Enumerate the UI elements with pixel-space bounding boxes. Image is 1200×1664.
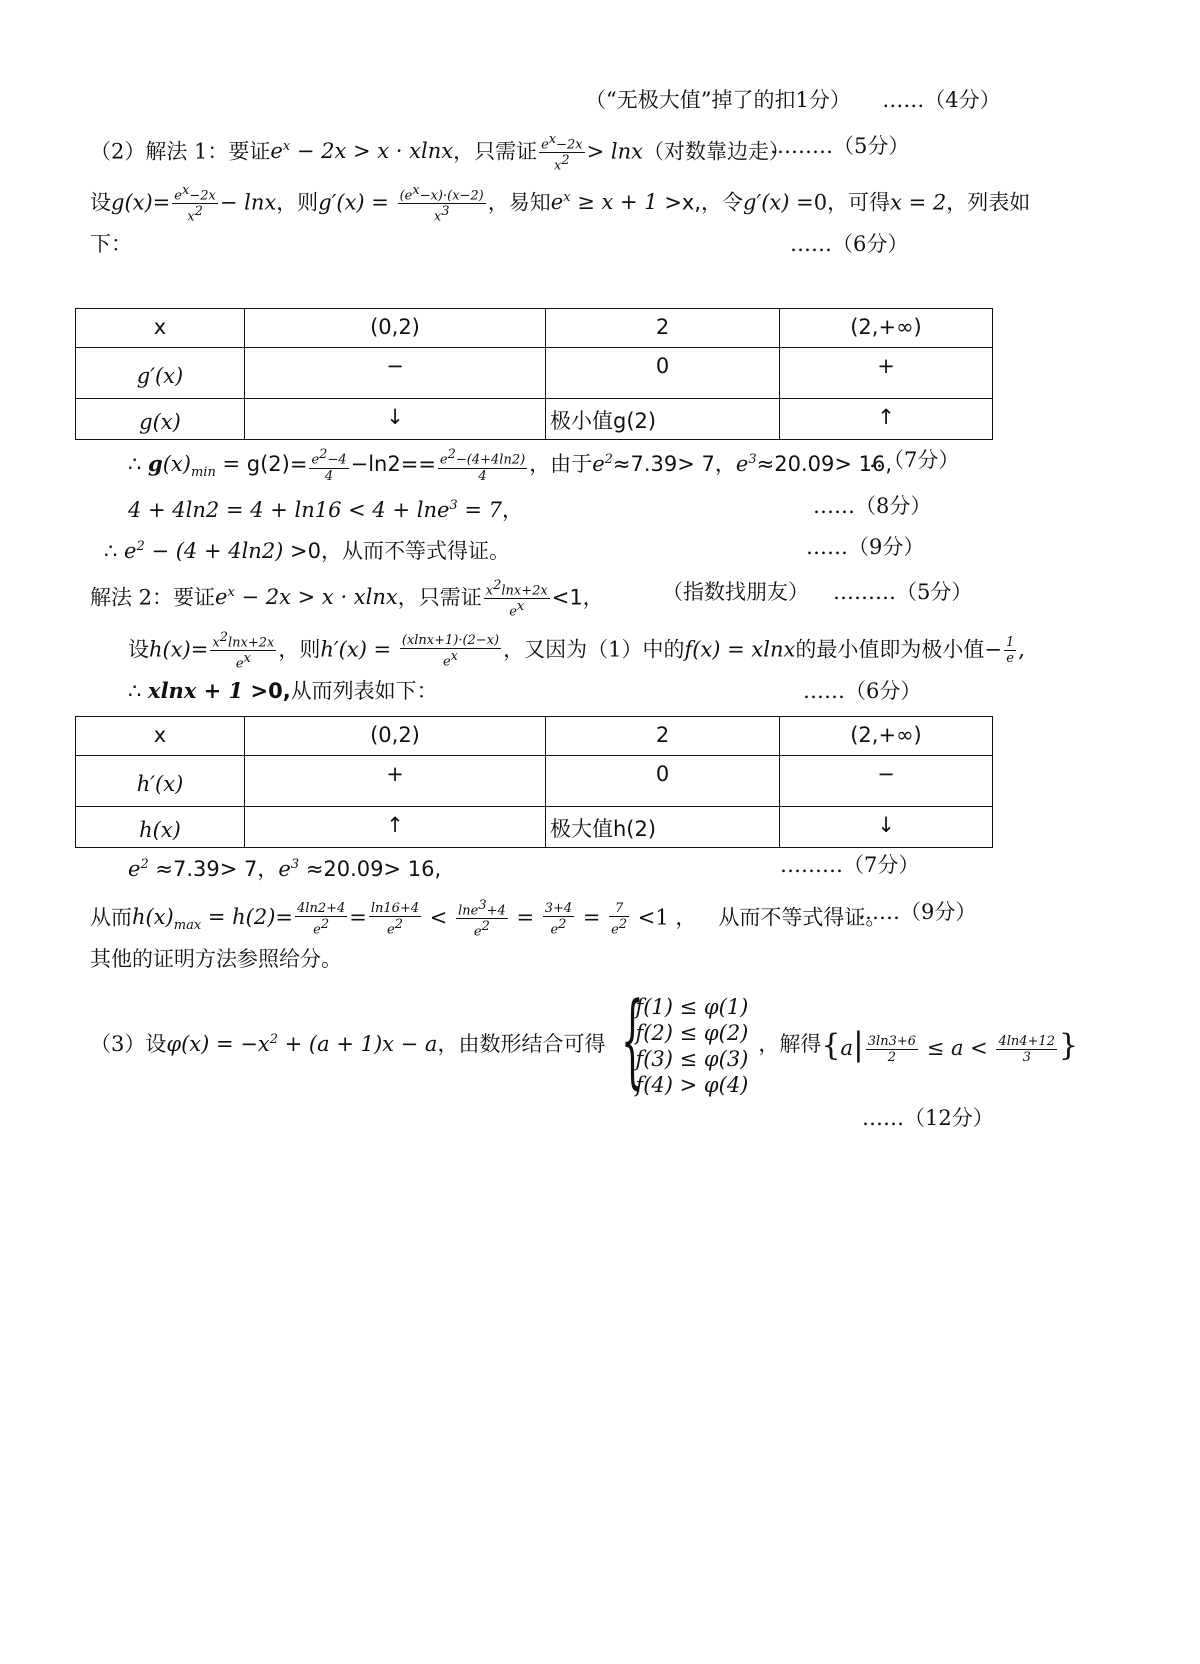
- table-cell: ↓: [245, 399, 546, 440]
- other-methods-note: 其他的证明方法参照给分。: [90, 947, 342, 971]
- score-label: ……（6分）: [803, 679, 922, 703]
- table-cell: +: [245, 756, 546, 807]
- xlnx-positive: ∴ xlnx + 1 >0,从而列表如下：: [128, 678, 438, 703]
- define-h: 设h(x)= $\frac{x^2\ln x+2x}{e^x}$ ，则h′(x) = $\frac{(xlnx+1)\cdot(2-x)}{e^x}$ ，又因为（1）中的f(x) = xlnx的最小值即为极小值− $\frac{1}{e}$ ,: [128, 630, 1025, 672]
- table-header-cell: x: [76, 717, 245, 756]
- table-cell: +: [780, 348, 993, 399]
- table-cell: 极小值g(2): [546, 399, 780, 440]
- table-header-cell: (2,+∞): [780, 309, 993, 348]
- table-cell: ↑: [780, 399, 993, 440]
- deduction-note: （“无极大值”掉了的扣1分）: [585, 88, 851, 112]
- row-label-g-prime: g′(x): [76, 348, 245, 399]
- row-label-h: h(x): [76, 807, 245, 848]
- table-cell: 0: [546, 348, 780, 399]
- method1-intro: （2）解法 1：要证$e^x - 2x > x \cdot xlnx$，只需证 $\frac{e^x-2x}{x^2}$ > lnx（对数靠边走）: [90, 132, 790, 174]
- inequality-system: { f(1) ≤ φ(1) f(2) ≤ φ(2) f(3) ≤ φ(3) f(4) > φ(4): [621, 980, 749, 1100]
- g-min-line: ∴ $g(x)_{min} = g(2)=$ $\frac{e^2-4}{4}$ −ln2== $\frac{e^2-(4+4\ln 2)}{4}$ ，由于$e^2\approx 7.39> 7$，$e^3\approx 20.09> 16$,: [128, 447, 893, 484]
- score-label: ……（9分）: [806, 535, 925, 559]
- row-label-h-prime: h′(x): [76, 756, 245, 807]
- table-header-cell: x: [76, 309, 245, 348]
- table-cell: ↑: [245, 807, 546, 848]
- ln-inequality: 4 + 4ln2 = 4 + ln16 < 4 + lne$^3$ = 7，: [128, 498, 524, 522]
- table-cell: −: [780, 756, 993, 807]
- table-header-cell: (2,+∞): [780, 717, 993, 756]
- table-cell: −: [245, 348, 546, 399]
- score-label: ……（6分）: [790, 232, 909, 256]
- table-header-cell: 2: [546, 309, 780, 348]
- sign-table-g: [75, 308, 993, 440]
- method-hint: （指数找朋友）: [662, 580, 809, 604]
- score-label: …（7分）: [862, 448, 960, 472]
- score-label: ………（5分）: [833, 580, 973, 604]
- score-label: ……（9分）: [858, 900, 977, 924]
- score-label: ……（4分）: [882, 88, 1001, 112]
- line-continuation: 下：: [90, 232, 132, 256]
- table-header-cell: 2: [546, 717, 780, 756]
- table-cell: 0: [546, 756, 780, 807]
- table-header-cell: (0,2): [245, 717, 546, 756]
- h-max-line: 从而$h(x)_{max} = h(2)=$ $\frac{4\ln 2+4}{e^2}$ = $\frac{\ln 16+4}{e^2}$ < $\frac{\ln e^3+4}{e^2}$ = $\frac{3+4}{e^2}$ = $\frac{7}{e^2}$ <1 ， 从而不等式得证。: [90, 898, 887, 940]
- score-label: ………（5分）: [770, 134, 910, 158]
- table-cell: 极大值h(2): [546, 807, 780, 848]
- score-label: ……（8分）: [813, 494, 932, 518]
- score-label: ……（12分）: [862, 1106, 994, 1130]
- method2-intro: 解法 2：要证$e^x - 2x > x \cdot xlnx$，只需证 $\frac{x^2\ln x+2x}{e^x}$ <1，: [90, 578, 604, 620]
- e-values: $e^2 \approx 7.39> 7$，$e^3 \approx 20.09> 16$,: [128, 857, 442, 881]
- table-cell: ↓: [780, 807, 993, 848]
- table-header-cell: (0,2): [245, 309, 546, 348]
- conclusion-1: ∴ $e^2 - (4 + 4\ln 2) >0$，从而不等式得证。: [104, 539, 511, 563]
- sign-table-h: [75, 716, 993, 848]
- part3-line: （3）设$\varphi(x) = -x^2 + (a + 1)x - a$，由数形结合可得 { f(1) ≤ φ(1) f(2) ≤ φ(2) f(3) ≤ φ(3) f(4) > φ(4) ，解得{a| $\frac{3\ln 3+6}{2}$ ≤ a < $\frac{4\ln 4+12}{3}$ }: [90, 985, 1078, 1095]
- score-label: ………（7分）: [780, 853, 920, 877]
- row-label-g: g(x): [76, 399, 245, 440]
- solution-set: {a| $\frac{3\ln 3+6}{2}$ ≤ a < $\frac{4\ln 4+12}{3}$ }: [821, 1024, 1079, 1065]
- define-g: 设g(x)= $\frac{e^x-2x}{x^2}$ − lnx，则g′(x) = $\frac{(e^x-x)\cdot(x-2)}{x^3}$ ，易知$e^x \ge x + 1 >x$,，令g′(x) =0，可得x = 2，列表如: [90, 183, 1031, 225]
